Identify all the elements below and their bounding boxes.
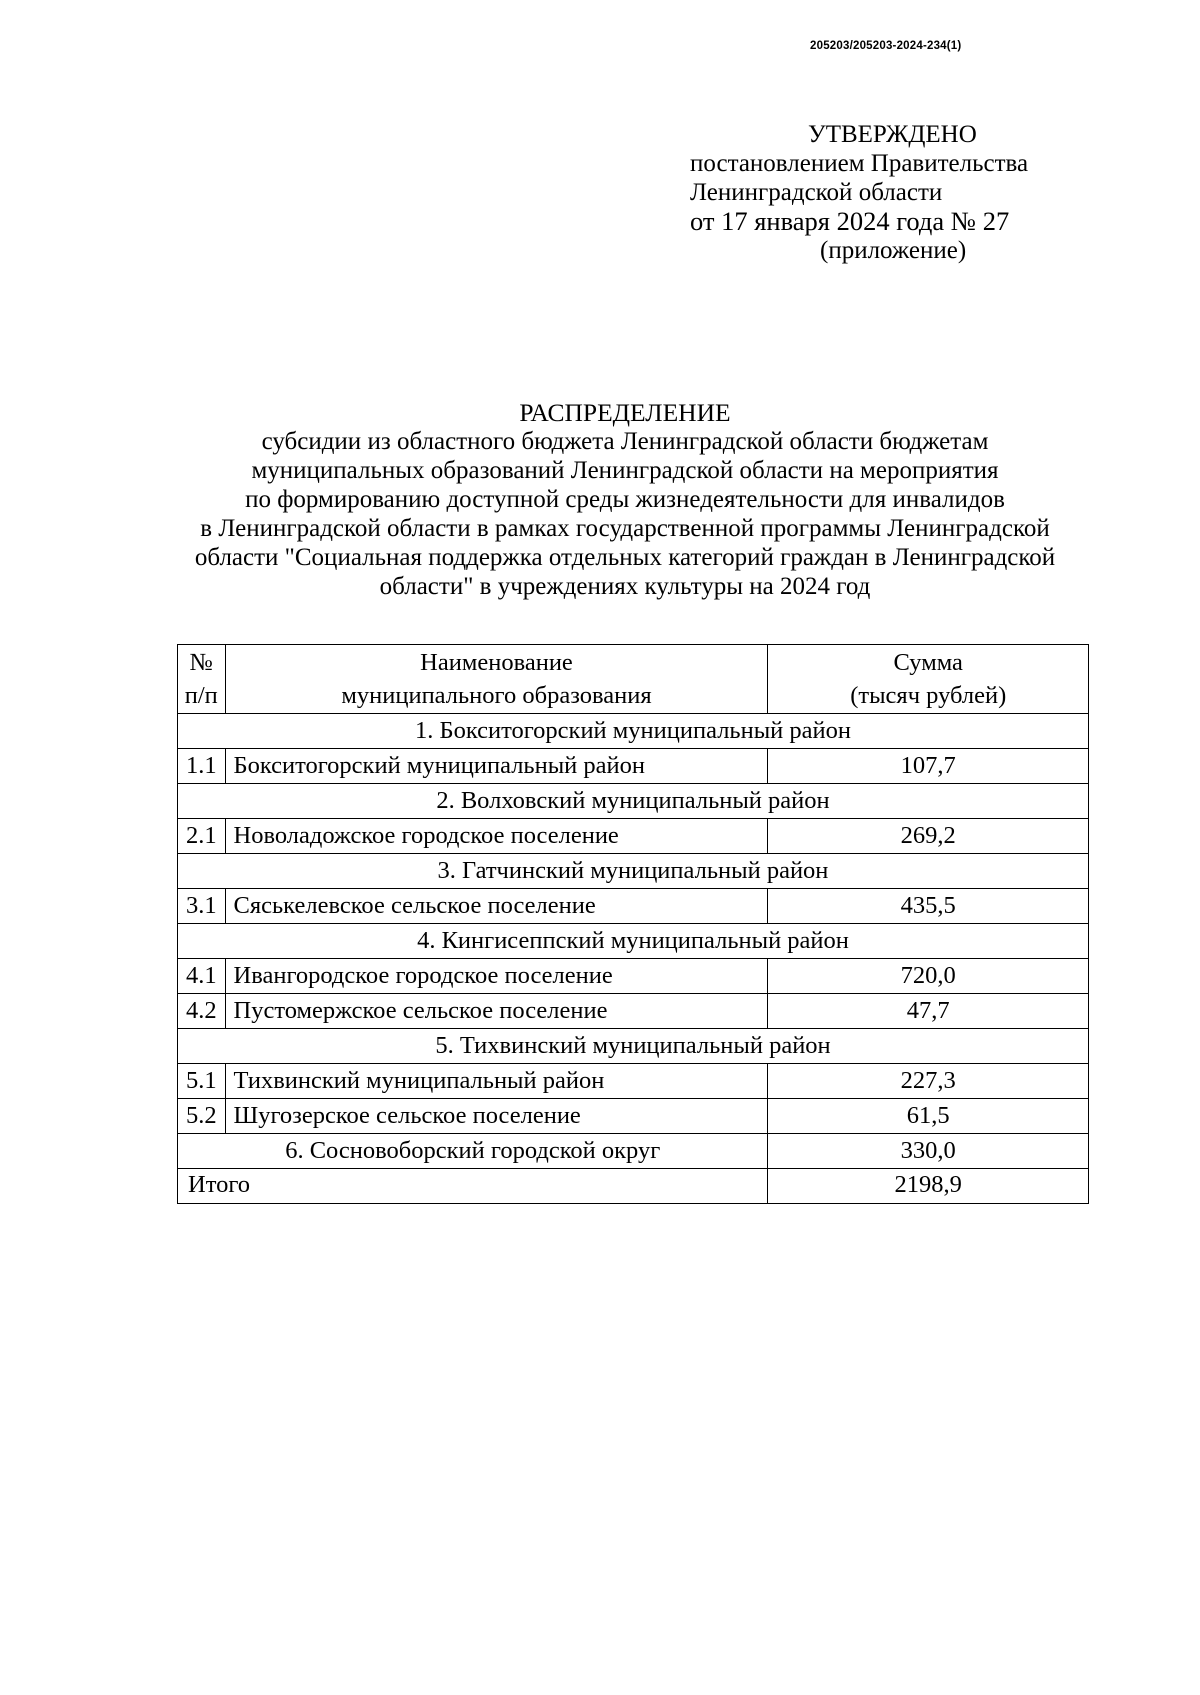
- group-row: [178, 854, 1089, 889]
- table-header-row: [178, 645, 1089, 714]
- approval-line-3: Ленинградской области: [690, 179, 943, 206]
- row-number: 5.1: [178, 1064, 226, 1099]
- heading-line: по формированию доступной среды жизнедеятельности для инвалидов: [245, 486, 1005, 513]
- group-title: 5. Тихвинский муниципальный район: [178, 1029, 1089, 1064]
- group-title: 4. Кингисеппский муниципальный район: [178, 924, 1089, 959]
- heading-title: РАСПРЕДЕЛЕНИЕ: [519, 398, 731, 427]
- city-row: [178, 1134, 1089, 1169]
- header-number-line-2: п/п: [184, 682, 218, 709]
- row-name: Ивангородское городское поселение: [225, 959, 768, 994]
- table-row: [178, 994, 1089, 1029]
- table-row: [178, 1064, 1089, 1099]
- row-number: 3.1: [178, 889, 226, 924]
- header-number-line-1: №: [189, 649, 213, 676]
- table-row: [178, 749, 1089, 784]
- row-name: Сяськелевское сельское поселение: [225, 889, 768, 924]
- row-sum: 720,0: [768, 959, 1089, 994]
- row-number: 1.1: [178, 749, 226, 784]
- city-name: 6. Сосновоборский городской округ: [178, 1134, 768, 1169]
- group-title: 3. Гатчинский муниципальный район: [178, 854, 1089, 889]
- row-number: 2.1: [178, 819, 226, 854]
- row-sum: 227,3: [768, 1064, 1089, 1099]
- row-name: Тихвинский муниципальный район: [225, 1064, 768, 1099]
- row-number: 5.2: [178, 1099, 226, 1134]
- row-name: Новоладожское городское поселение: [225, 819, 768, 854]
- total-label: Итого: [178, 1169, 768, 1204]
- row-number: 4.1: [178, 959, 226, 994]
- row-sum: 107,7: [768, 749, 1089, 784]
- header-sum-line-1: Сумма: [893, 649, 963, 676]
- total-row: [178, 1169, 1089, 1204]
- heading-line: области "Социальная поддержка отдельных категорий граждан в Ленинградской: [194, 544, 1056, 571]
- approval-line-2: постановлением Правительства: [690, 150, 1029, 177]
- table-row: [178, 959, 1089, 994]
- document-code: 205203/205203-2024-234(1): [810, 40, 962, 52]
- header-name-line-1: Наименование: [420, 649, 573, 676]
- row-sum: 61,5: [768, 1099, 1089, 1134]
- header-sum-line-2: (тысяч рублей): [850, 682, 1007, 709]
- row-name: Шугозерское сельское поселение: [225, 1099, 768, 1134]
- city-sum: 330,0: [768, 1134, 1089, 1169]
- group-row: [178, 924, 1089, 959]
- heading-line: области" в учреждениях культуры на 2024 год: [379, 573, 871, 600]
- row-number: 4.2: [178, 994, 226, 1029]
- heading-line: в Ленинградской области в рамках государственной программы Ленинградской: [200, 515, 1050, 542]
- heading-line: муниципальных образований Ленинградской области на мероприятия: [251, 457, 999, 484]
- distribution-table: [177, 644, 1089, 1204]
- header-number: [178, 645, 226, 714]
- heading-line: субсидии из областного бюджета Ленинградской области бюджетам: [261, 428, 989, 455]
- group-title: 1. Бокситогорский муниципальный район: [178, 714, 1089, 749]
- group-row: [178, 714, 1089, 749]
- row-sum: 269,2: [768, 819, 1089, 854]
- table-row: [178, 819, 1089, 854]
- approval-title: УТВЕРЖДЕНО: [808, 121, 977, 148]
- row-name: Бокситогорский муниципальный район: [225, 749, 768, 784]
- header-sum: [768, 645, 1089, 714]
- header-name-line-2: муниципального образования: [341, 682, 652, 709]
- group-row: [178, 784, 1089, 819]
- row-sum: 435,5: [768, 889, 1089, 924]
- group-title: 2. Волховский муниципальный район: [178, 784, 1089, 819]
- approval-block: [690, 120, 1090, 265]
- total-sum: 2198,9: [768, 1169, 1089, 1204]
- group-row: [178, 1029, 1089, 1064]
- header-name: [225, 645, 768, 714]
- table-row: [178, 1099, 1089, 1134]
- approval-line-5: (приложение): [820, 237, 967, 264]
- row-name: Пустомержское сельское поселение: [225, 994, 768, 1029]
- table-row: [178, 889, 1089, 924]
- document-heading: [160, 398, 1090, 601]
- approval-line-4: от 17 января 2024 года № 27: [690, 206, 1010, 236]
- row-sum: 47,7: [768, 994, 1089, 1029]
